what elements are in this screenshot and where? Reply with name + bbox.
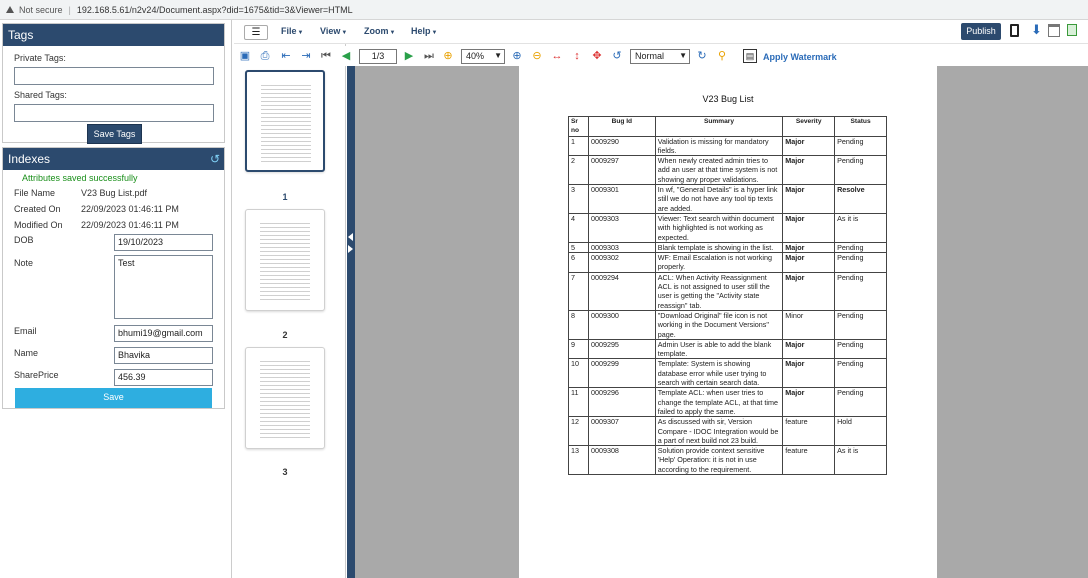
chevron-down-icon: ▼ bbox=[679, 51, 687, 60]
thumbnail-preview bbox=[260, 220, 310, 300]
table-row bbox=[569, 359, 887, 388]
thumbnail-panel bbox=[234, 20, 346, 578]
dob-field[interactable]: 19/10/2023 bbox=[114, 234, 213, 251]
print-icon[interactable]: ⎙ bbox=[260, 50, 270, 62]
security-label: Not secure bbox=[19, 4, 63, 15]
search-icon[interactable]: ⚲ bbox=[717, 50, 727, 62]
table-cell: Blank template is showing in the list. bbox=[655, 242, 783, 252]
caret-icon: ▼ bbox=[389, 30, 396, 36]
table-cell: Validation is missing for mandatory fields. bbox=[655, 136, 783, 156]
table-cell: 0009290 bbox=[588, 136, 655, 156]
indexes-header bbox=[3, 148, 224, 170]
hamburger-menu-button[interactable]: ☰ bbox=[244, 25, 268, 40]
shared-tags-label: Shared Tags: bbox=[14, 90, 67, 100]
table-cell: Pending bbox=[835, 253, 887, 273]
table-row bbox=[569, 272, 887, 310]
table-cell: feature bbox=[783, 446, 835, 475]
thumbnail-number-1: 1 bbox=[282, 192, 288, 202]
document-page bbox=[519, 66, 937, 578]
menu-help[interactable] bbox=[411, 26, 437, 36]
table-cell: Pending bbox=[835, 339, 887, 359]
thumbnail-page-3[interactable] bbox=[245, 347, 325, 449]
table-cell: 1 bbox=[569, 136, 589, 156]
column-header: Sr no bbox=[569, 117, 589, 137]
table-cell: 11 bbox=[569, 388, 589, 417]
table-cell: Pending bbox=[835, 359, 887, 388]
table-cell: 2 bbox=[569, 156, 589, 185]
fit-height-icon[interactable]: ↕ bbox=[574, 50, 580, 62]
table-cell: Pending bbox=[835, 272, 887, 310]
indexes-panel bbox=[2, 147, 225, 409]
table-cell: 10 bbox=[569, 359, 589, 388]
table-row bbox=[569, 185, 887, 214]
table-row bbox=[569, 213, 887, 242]
table-cell: 0009307 bbox=[588, 417, 655, 446]
view-mode-select[interactable] bbox=[630, 49, 690, 64]
copy-icon[interactable] bbox=[1067, 24, 1077, 36]
table-cell: Pending bbox=[835, 156, 887, 185]
zoom-out-icon[interactable]: ⊖ bbox=[532, 50, 542, 62]
shared-tags-input[interactable] bbox=[14, 104, 214, 122]
viewer-toolbar bbox=[234, 46, 1088, 66]
save-indexes-button[interactable]: Save bbox=[15, 388, 212, 408]
previous-page-icon[interactable]: ◀ bbox=[341, 50, 351, 62]
table-cell: 0009301 bbox=[588, 185, 655, 214]
chevron-down-icon: ▼ bbox=[494, 51, 502, 60]
modified-label: Modified On bbox=[14, 220, 63, 230]
table-cell: 6 bbox=[569, 253, 589, 273]
divider: | bbox=[68, 4, 71, 15]
note-field[interactable]: Test bbox=[114, 255, 213, 319]
table-cell: 0009295 bbox=[588, 339, 655, 359]
modified-value: 22/09/2023 01:46:11 PM bbox=[81, 220, 179, 230]
left-sidebar bbox=[0, 20, 232, 578]
table-cell: Major bbox=[783, 156, 835, 185]
rotate-right-icon[interactable]: ↻ bbox=[697, 50, 707, 62]
url-text[interactable]: 192.168.5.61/n2v24/Document.aspx?did=1675&tid=3&Viewer=HTML bbox=[76, 4, 353, 15]
created-label: Created On bbox=[14, 204, 61, 214]
last-page-icon[interactable]: ⏭ bbox=[424, 50, 434, 62]
table-cell: Major bbox=[783, 388, 835, 417]
column-header: Bug Id bbox=[588, 117, 655, 137]
thumbnail-page-1[interactable] bbox=[245, 70, 325, 172]
menu-help-label: Help bbox=[411, 26, 431, 36]
menu-zoom[interactable] bbox=[364, 26, 395, 36]
next-page-icon[interactable]: ▶ bbox=[404, 50, 414, 62]
table-cell: When newly created admin tries to add an user at that time system is not showing any proper validations. bbox=[655, 156, 783, 185]
apply-watermark-button[interactable]: Apply Watermark bbox=[763, 52, 837, 62]
table-cell: Admin User is able to add the blank template. bbox=[655, 339, 783, 359]
next-doc-icon[interactable]: ⇥ bbox=[301, 50, 311, 62]
warning-icon bbox=[6, 6, 14, 13]
history-icon[interactable]: ↺ bbox=[209, 152, 220, 166]
shareprice-label: SharePrice bbox=[14, 370, 59, 380]
table-cell: Template: System is showing database error while user trying to search with certain search data. bbox=[655, 359, 783, 388]
table-cell: Hold bbox=[835, 417, 887, 446]
table-cell: WF: Email Escalation is not working properly. bbox=[655, 253, 783, 273]
table-cell: Pending bbox=[835, 388, 887, 417]
table-cell: 5 bbox=[569, 242, 589, 252]
table-cell: Pending bbox=[835, 310, 887, 339]
table-cell: As discussed with sir, Version Compare - IDOC Integration would be a part of next build not 23 build. bbox=[655, 417, 783, 446]
table-cell: Major bbox=[783, 253, 835, 273]
publish-button[interactable]: Publish bbox=[961, 23, 1001, 40]
table-row bbox=[569, 310, 887, 339]
menu-view[interactable] bbox=[320, 26, 347, 36]
table-row bbox=[569, 417, 887, 446]
table-cell: "Download Original" file icon is not working in the Document Versions" page. bbox=[655, 310, 783, 339]
collapse-left-icon[interactable] bbox=[348, 233, 353, 241]
private-tags-label: Private Tags: bbox=[14, 53, 66, 63]
table-cell: 0009294 bbox=[588, 272, 655, 310]
table-cell: Major bbox=[783, 136, 835, 156]
save-icon[interactable]: ▣ bbox=[239, 50, 251, 62]
table-cell: Template ACL: when user tries to change the template ACL, at that time failed to apply the same. bbox=[655, 388, 783, 417]
add-icon[interactable]: ⊕ bbox=[443, 50, 453, 62]
column-header: Summary bbox=[655, 117, 783, 137]
table-cell: In wf, "General Details" is a hyper link still we do not have any tool tip texts are added. bbox=[655, 185, 783, 214]
email-label: Email bbox=[14, 326, 37, 336]
previous-doc-icon[interactable]: ⇤ bbox=[281, 50, 291, 62]
download-icon[interactable]: ⬇ bbox=[1031, 22, 1042, 37]
status-message: Attributes saved successfully bbox=[22, 173, 138, 183]
panel-splitter[interactable] bbox=[347, 65, 355, 578]
table-cell: 8 bbox=[569, 310, 589, 339]
table-cell: Major bbox=[783, 242, 835, 252]
view-mode-value: Normal bbox=[635, 51, 665, 61]
document-viewer[interactable] bbox=[355, 66, 1088, 578]
created-value: 22/09/2023 01:46:11 PM bbox=[81, 204, 179, 214]
table-row bbox=[569, 339, 887, 359]
file-name-label: File Name bbox=[14, 188, 56, 198]
expand-right-icon[interactable] bbox=[348, 245, 353, 253]
fit-width-icon[interactable]: ↔ bbox=[551, 50, 563, 62]
menu-bar bbox=[234, 20, 1088, 44]
table-cell: Major bbox=[783, 185, 835, 214]
table-cell: Major bbox=[783, 213, 835, 242]
table-cell: Major bbox=[783, 359, 835, 388]
table-cell: Solution provide context sensitive 'Help' Operation: it is not in use according to the requirement. bbox=[655, 446, 783, 475]
watermark-icon[interactable]: ▤ bbox=[743, 49, 757, 63]
menu-view-label: View bbox=[320, 26, 341, 36]
fit-page-icon[interactable]: ✥ bbox=[592, 50, 602, 62]
thumbnail-page-2[interactable] bbox=[245, 209, 325, 311]
table-cell: ACL: When Activity Reassignment ACL is not assigned to user still the user is getting the "Activity state reassign" tab. bbox=[655, 272, 783, 310]
menu-file[interactable] bbox=[281, 26, 303, 36]
table-cell: 0009297 bbox=[588, 156, 655, 185]
first-page-icon[interactable]: ⏮ bbox=[321, 50, 331, 62]
tags-header: Tags bbox=[3, 24, 224, 46]
document-title: V23 Bug List bbox=[702, 94, 754, 104]
table-row bbox=[569, 156, 887, 185]
zoom-in-icon[interactable]: ⊕ bbox=[512, 50, 522, 62]
note-label: Note bbox=[14, 258, 34, 268]
private-tags-input[interactable] bbox=[14, 67, 214, 85]
column-header: Severity bbox=[783, 117, 835, 137]
document-icon[interactable] bbox=[1010, 24, 1019, 37]
table-cell: 3 bbox=[569, 185, 589, 214]
email-field[interactable]: bhumi19@gmail.com bbox=[114, 325, 213, 342]
table-row bbox=[569, 446, 887, 475]
table-cell: 7 bbox=[569, 272, 589, 310]
table-cell: 13 bbox=[569, 446, 589, 475]
table-cell: 12 bbox=[569, 417, 589, 446]
caret-icon: ▼ bbox=[431, 30, 438, 36]
table-cell: 0009296 bbox=[588, 388, 655, 417]
page-number-input[interactable]: 1/3 bbox=[359, 49, 397, 64]
name-label: Name bbox=[14, 348, 39, 358]
caret-icon: ▼ bbox=[341, 30, 348, 36]
thumbnail-number-2: 2 bbox=[282, 330, 288, 340]
browser-address-bar[interactable] bbox=[0, 0, 1088, 20]
calendar-icon[interactable] bbox=[1048, 24, 1060, 37]
table-cell: Resolve bbox=[835, 185, 887, 214]
name-field[interactable]: Bhavika bbox=[114, 347, 213, 364]
table-cell: 0009302 bbox=[588, 253, 655, 273]
table-cell: Major bbox=[783, 339, 835, 359]
table-cell: 0009303 bbox=[588, 213, 655, 242]
table-row bbox=[569, 253, 887, 273]
thumbnail-preview bbox=[260, 358, 310, 438]
table-cell: Minor bbox=[783, 310, 835, 339]
column-header: Status bbox=[835, 117, 887, 137]
table-cell: Pending bbox=[835, 242, 887, 252]
thumbnail-number-3: 3 bbox=[282, 467, 288, 477]
table-row bbox=[569, 136, 887, 156]
menu-zoom-label: Zoom bbox=[364, 26, 389, 36]
menu-file-label: File bbox=[281, 26, 297, 36]
table-row bbox=[569, 388, 887, 417]
table-cell: As it is bbox=[835, 446, 887, 475]
shareprice-field[interactable]: 456.39 bbox=[114, 369, 213, 386]
table-cell: 0009308 bbox=[588, 446, 655, 475]
save-tags-button[interactable]: Save Tags bbox=[87, 124, 142, 144]
zoom-value: 40% bbox=[466, 51, 485, 61]
table-cell: Viewer: Text search within document with highlighted is not working as expected. bbox=[655, 213, 783, 242]
tags-panel bbox=[2, 23, 225, 143]
table-cell: 9 bbox=[569, 339, 589, 359]
table-cell: Pending bbox=[835, 136, 887, 156]
thumbnail-preview bbox=[261, 82, 311, 162]
table-row bbox=[569, 242, 887, 252]
table-cell: Major bbox=[783, 272, 835, 310]
table-cell: 0009299 bbox=[588, 359, 655, 388]
caret-icon: ▼ bbox=[297, 30, 304, 36]
zoom-select[interactable] bbox=[461, 49, 505, 64]
rotate-left-icon[interactable]: ↺ bbox=[612, 50, 622, 62]
dob-label: DOB bbox=[14, 235, 34, 245]
bug-table bbox=[568, 116, 887, 475]
table-cell: 4 bbox=[569, 213, 589, 242]
table-cell: 0009300 bbox=[588, 310, 655, 339]
table-cell: As it is bbox=[835, 213, 887, 242]
file-name-value: V23 Bug List.pdf bbox=[81, 188, 148, 198]
table-cell: feature bbox=[783, 417, 835, 446]
indexes-title: Indexes bbox=[8, 152, 51, 166]
table-cell: 0009303 bbox=[588, 242, 655, 252]
table-header-row bbox=[569, 117, 887, 137]
